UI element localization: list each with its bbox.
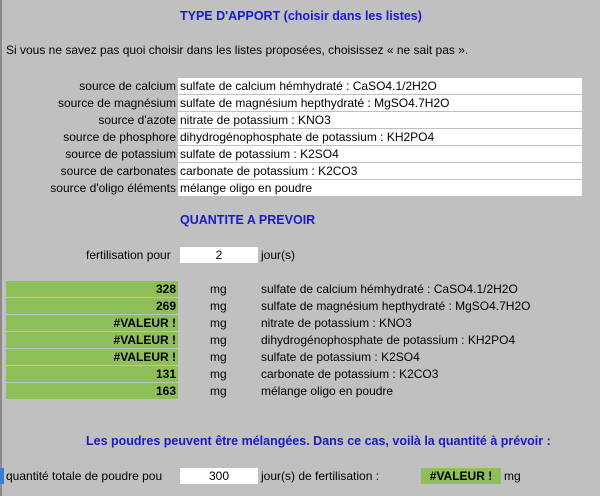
result-unit: mg xyxy=(210,350,227,364)
source-label-potassium: source de potassium xyxy=(65,147,176,161)
result-product: mélange oligo en poudre xyxy=(261,384,394,398)
source-select-oligo[interactable]: mélange oligo en poudre xyxy=(178,180,582,196)
mix-note: Les poudres peuvent être mélangées. Dans ce cas, voilà la quantité à prévoir : xyxy=(86,434,551,448)
source-label-calcium: source de calcium xyxy=(79,79,176,93)
result-unit: mg xyxy=(210,384,227,398)
result-product: sulfate de potassium : K2SO4 xyxy=(261,350,420,364)
result-product: sulfate de magnésium hepthydraté : MgSO4.7H2O xyxy=(261,299,531,313)
total-days-label: jour(s) de fertilisation : xyxy=(261,469,380,483)
source-label-magnesium: source de magnésium xyxy=(57,96,176,110)
section-title-type-apport: TYPE D'APPORT (choisir dans les listes) xyxy=(180,9,422,23)
source-label-oligo: source d'oligo éléments xyxy=(50,181,176,195)
result-unit: mg xyxy=(210,333,227,347)
source-select-carbonates[interactable]: carbonate de potassium : K2CO3 xyxy=(178,163,582,179)
result-unit: mg xyxy=(210,282,227,296)
result-amount-phosphore: #VALEUR ! xyxy=(6,332,178,348)
result-product: carbonate de potassium : K2CO3 xyxy=(261,367,439,381)
source-label-carbonates: source de carbonates xyxy=(60,164,176,178)
fertilisation-unit: jour(s) xyxy=(261,248,296,262)
source-select-azote[interactable]: nitrate de potassium : KNO3 xyxy=(178,112,582,128)
source-label-azote: source d'azote xyxy=(98,113,176,127)
result-product: dihydrogénophosphate de potassium : KH2PO4 xyxy=(261,333,516,347)
result-amount-potassium: #VALEUR ! xyxy=(6,349,178,365)
source-select-potassium[interactable]: sulfate de potassium : K2SO4 xyxy=(178,146,582,162)
total-days-input[interactable]: 300 xyxy=(180,468,258,484)
section-title-quantite: QUANTITE A PREVOIR xyxy=(180,213,316,227)
result-amount-carbonates: 131 xyxy=(6,366,178,382)
source-label-phosphore: source de phosphore xyxy=(63,130,176,144)
result-unit: mg xyxy=(210,316,227,330)
result-amount-magnesium: 269 xyxy=(6,298,178,314)
hint-line: Si vous ne savez pas quoi choisir dans les listes proposées, choisissez « ne sait pas ». xyxy=(6,43,469,57)
active-row-marker xyxy=(0,468,4,484)
result-unit: mg xyxy=(210,367,227,381)
total-powder-label: quantité totale de poudre pou xyxy=(6,469,163,483)
source-select-phosphore[interactable]: dihydrogénophosphate de potassium : KH2PO4 xyxy=(178,129,582,145)
hint-text xyxy=(6,43,468,57)
result-amount-calcium: 328 xyxy=(6,281,178,297)
row-gutter xyxy=(0,0,2,496)
total-quantity-value: #VALEUR ! xyxy=(421,468,501,484)
fertilisation-label: fertilisation pour xyxy=(86,248,171,262)
result-product: nitrate de potassium : KNO3 xyxy=(261,316,412,330)
result-amount-azote: #VALEUR ! xyxy=(6,315,178,331)
result-unit: mg xyxy=(210,299,227,313)
source-select-calcium[interactable]: sulfate de calcium hémhydraté : CaSO4.1/2H2O xyxy=(178,78,582,94)
source-select-magnesium[interactable]: sulfate de magnésium hepthydraté : MgSO4.7H2O xyxy=(178,95,582,111)
fertilisation-days-input[interactable]: 2 xyxy=(180,247,258,263)
result-amount-oligo: 163 xyxy=(6,383,178,399)
total-quantity-unit: mg xyxy=(504,469,521,483)
result-product: sulfate de calcium hémhydraté : CaSO4.1/2H2O xyxy=(261,282,518,296)
